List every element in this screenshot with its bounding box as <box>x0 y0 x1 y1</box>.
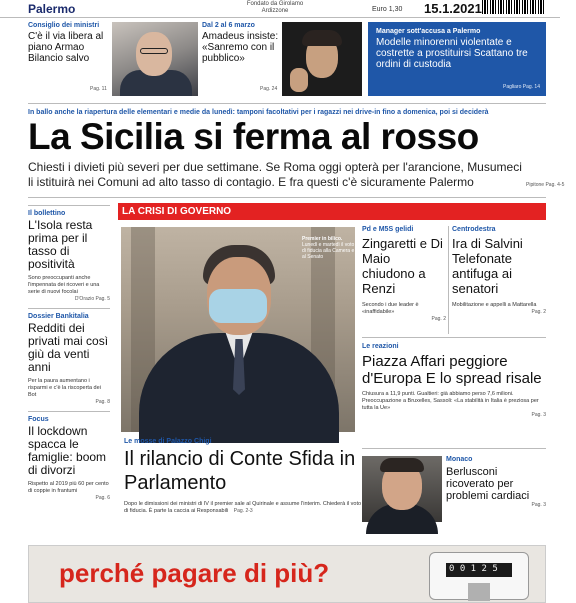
divider <box>448 226 449 334</box>
story-page: D'Orazio Pag. 5 <box>74 296 110 302</box>
story-bollettino[interactable] <box>28 205 110 302</box>
gas-meter-icon <box>429 552 529 600</box>
story-bankitalia[interactable] <box>28 308 110 405</box>
section-bar: LA CRISI DI GOVERNO <box>118 203 546 220</box>
story-body: Sono preoccupanti anche l'impennata dei ricoveri e una serie di nuovi focolai <box>28 275 100 295</box>
story-focus[interactable] <box>28 411 110 501</box>
left-column <box>28 205 110 507</box>
divider <box>362 337 546 338</box>
story-headline: Zingaretti e Di Maio chiudono a Renzi <box>362 236 443 296</box>
barcode-icon <box>482 0 546 14</box>
story-piazza-affari[interactable] <box>362 343 546 418</box>
masthead <box>0 0 560 18</box>
story-kicker: Le reazioni <box>362 343 399 350</box>
conte-body <box>124 501 364 515</box>
conte-headline[interactable]: Il rilancio di Conte Sfida in Parlamento <box>124 448 356 494</box>
teaser-manager[interactable] <box>368 22 546 96</box>
story-kicker: Centrodestra <box>452 226 496 233</box>
story-body: Chiusura a 11,9 punti. Gualtieri: già abbiamo perso 7,6 milioni. Preoccupazione a Bruxelles, Sassoli: «La stabilità in Italia è preziosa per tutta la Ue» <box>362 391 539 411</box>
caption-title: Premier in bilico. <box>302 236 343 242</box>
lead-headline[interactable]: La Sicilia si ferma al rosso <box>28 116 479 157</box>
teaser-text: Modelle minorenni violentate e costrette a prostituirsi Scattano tre ordini di custodia <box>376 37 528 70</box>
portrait-face <box>136 32 172 76</box>
teaser-page: Pagliaro Pag. 14 <box>503 84 540 90</box>
berlusconi-photo[interactable] <box>362 456 442 522</box>
divider <box>362 448 546 449</box>
story-body: Mobilitazione e appelli a Mattarella <box>452 302 537 308</box>
story-page: Pag. 3 <box>531 502 546 508</box>
lead-page: Pipitone Pag. 4-5 <box>526 182 565 188</box>
teaser-armao[interactable] <box>28 22 198 96</box>
divider <box>28 197 546 198</box>
story-monaco[interactable] <box>446 456 546 508</box>
teaser-kicker: Manager sott'accusa a Palermo <box>376 28 481 35</box>
conte-body-text: Dopo le dimissioni dei ministri di IV il premier sale al Quirinale e assume l'interim. Chiederà il voto di fiducia. È parte la caccia ai Responsabili <box>124 501 362 514</box>
caption-text: Lunedì e martedì il voto di fiducia alla Camera e al Senato <box>302 242 355 260</box>
glasses-icon <box>140 48 168 54</box>
lead-subhead <box>28 160 565 190</box>
teaser-kicker: Dal 2 al 6 marzo <box>202 22 255 29</box>
divider <box>28 103 546 104</box>
portrait-hair <box>302 30 342 46</box>
story-body: Secondo i due leader è «inaffidabile» <box>362 302 419 315</box>
meter-readout: 0 0 1 2 5 <box>446 563 512 577</box>
story-kicker: Le mosse di Palazzo Chigi <box>124 438 212 445</box>
ad-slogan: perché pagare di più? <box>59 558 330 588</box>
teaser-page: Pag. 24 <box>260 86 278 92</box>
price: Euro 1,30 <box>372 6 403 13</box>
story-kicker: Monaco <box>446 456 473 463</box>
story-centrodestra[interactable] <box>452 226 546 315</box>
story-page: Pag. 8 <box>95 399 110 405</box>
story-headline: Ira di Salvini Telefonate antifuga ai senatori <box>452 236 523 296</box>
story-body: Rispetto al 2019 più 60 per cento di coppie in frantumi <box>28 481 109 494</box>
issue-date: 15.1.2021 <box>424 1 482 16</box>
story-headline: L'Isola resta prima per il tasso di positività <box>28 218 93 271</box>
photo-caption <box>302 236 356 260</box>
story-page: Pag. 3 <box>531 412 546 418</box>
teaser-amadeus[interactable] <box>202 22 362 96</box>
meter-pipe <box>468 583 490 601</box>
face-mask-icon <box>209 289 267 323</box>
conte-page: Pag. 2-3 <box>233 508 253 514</box>
newspaper-name: Palermo <box>28 2 76 16</box>
portrait-hand <box>290 68 308 92</box>
story-headline: Piazza Affari peggiore d'Europa E lo spread risale <box>362 353 542 387</box>
story-headline: Berlusconi ricoverato per problemi cardiaci <box>446 466 530 502</box>
story-page: Pag. 2 <box>531 309 546 315</box>
story-body: Per la paura aumentano i risparmi e c'è la riscoperta dei Bot <box>28 378 101 398</box>
story-pd-m5s[interactable] <box>362 226 446 322</box>
teaser-text: Amadeus insiste: «Sanremo con il pubblico» <box>202 31 279 64</box>
story-headline: Redditi dei privati mai così giù da venti anni <box>28 321 109 374</box>
portrait-hair <box>380 458 424 472</box>
story-kicker: Dossier Bankitalia <box>28 313 89 320</box>
teaser-kicker: Consiglio dei ministri <box>28 22 100 29</box>
story-kicker: Pd e M5S gelidi <box>362 226 414 233</box>
story-page: Pag. 2 <box>431 316 446 322</box>
lead-summary: In ballo anche la riapertura delle elementari e medie da lunedì: tamponi facoltativi per i ragazzi nei drive-in fino a domenica, poi si deciderà <box>28 109 489 116</box>
story-headline: Il lockdown spacca le famiglie: boom di divorzi <box>28 424 107 477</box>
story-page: Pag. 6 <box>95 495 110 501</box>
teaser-text: C'è il via libera al piano Armao Bilancio salvo <box>28 31 104 64</box>
story-kicker: Focus <box>28 416 49 423</box>
advertisement[interactable] <box>28 545 546 603</box>
founder-note: Fondato da Girolamo Ardizzone <box>246 1 304 14</box>
teaser-page: Pag. 11 <box>90 86 107 92</box>
lead-subhead-text: Chiesti i divieti più severi per due settimane. Se Roma oggi opterà per l'arancione, Musumeci li istituirà nei Comuni ad alto tasso di contagio. E fra questi c'è sicuramente Palermo <box>28 160 522 189</box>
story-kicker: Il bollettino <box>28 210 66 217</box>
